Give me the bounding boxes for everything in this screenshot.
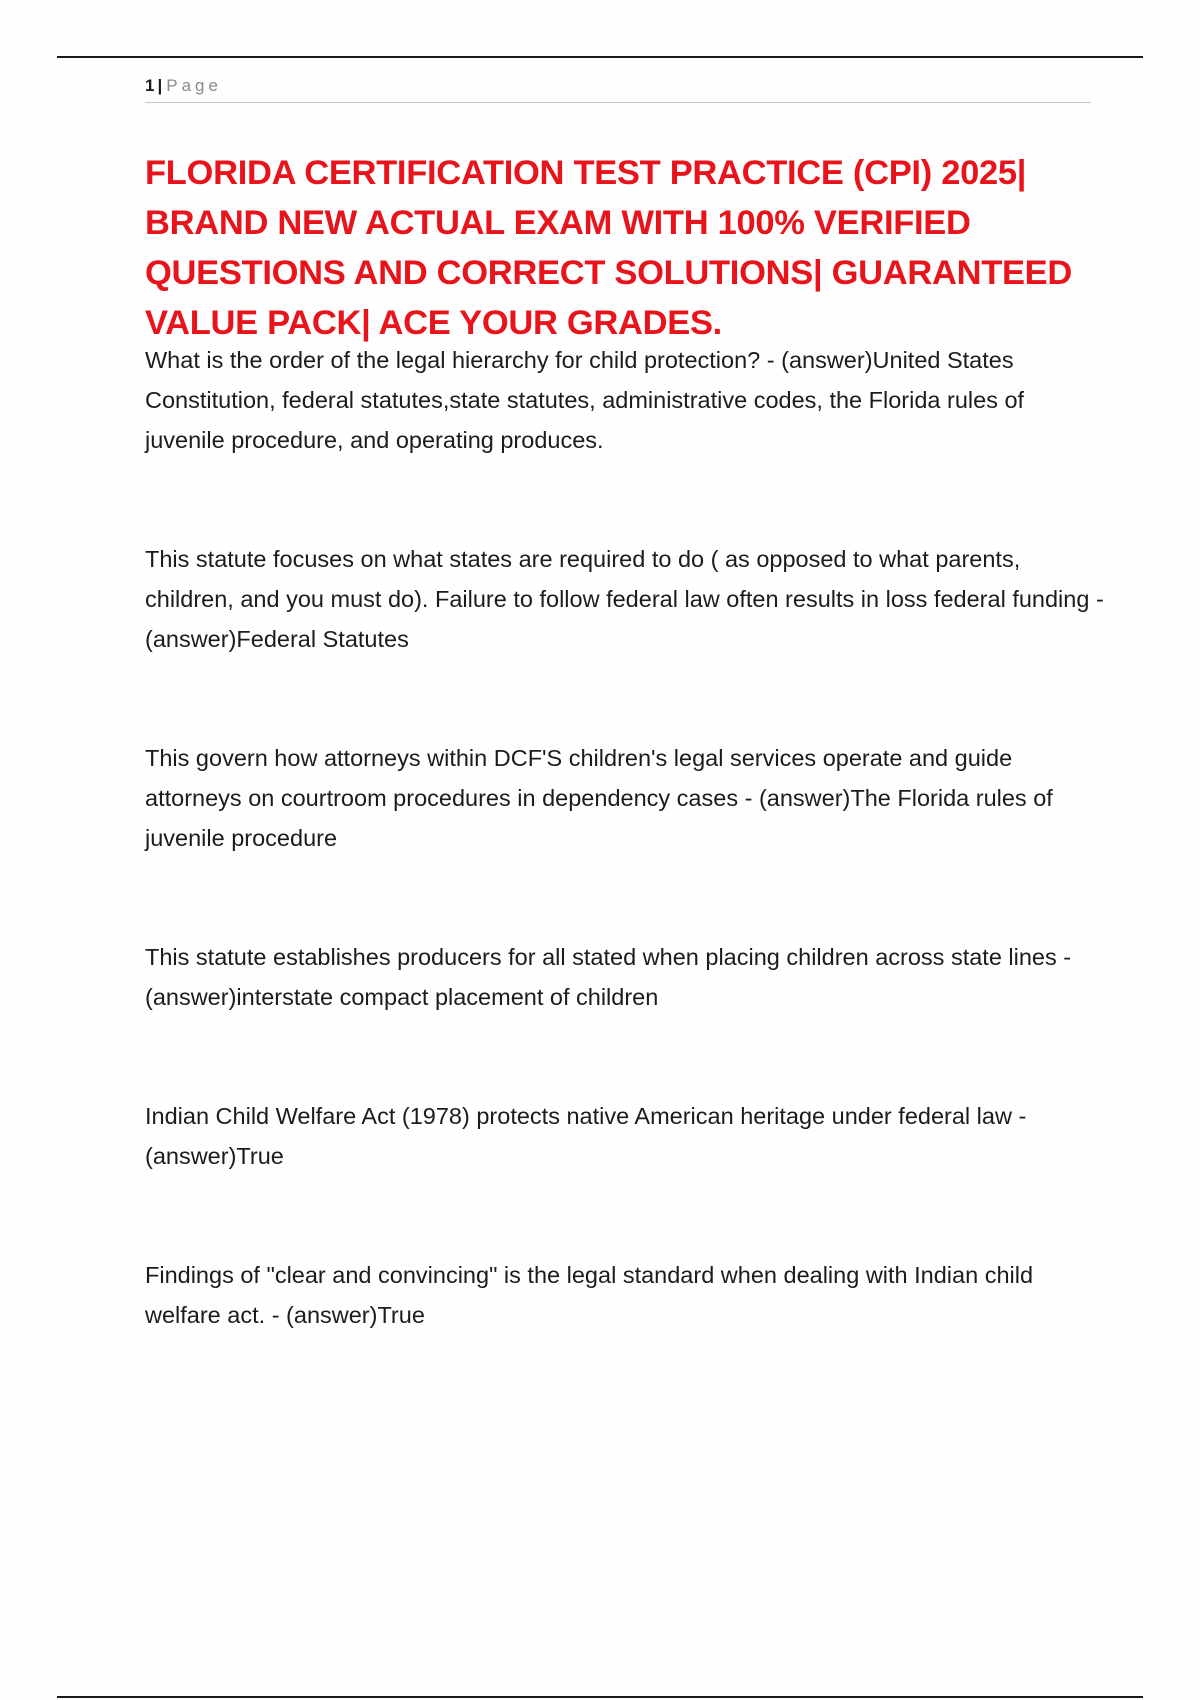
page-separator: | bbox=[157, 76, 163, 95]
document-title: FLORIDA CERTIFICATION TEST PRACTICE (CPI) 2025| BRAND NEW ACTUAL EXAM WITH 100% VERIFIED QUESTIONS AND CORRECT SOLUTIONS| GUARANTEED VALUE PACK| ACE YOUR GRADES. bbox=[145, 154, 1073, 342]
question-answer-item: This govern how attorneys within DCF'S children's legal services operate and guide attorneys on courtroom procedures in dependency cases - (answer)The Florida rules of juvenile procedure bbox=[145, 745, 1053, 851]
question-answer-item: Indian Child Welfare Act (1978) protects native American heritage under federal law - (answer)True bbox=[145, 1103, 1027, 1169]
page-number: 1 bbox=[145, 76, 155, 95]
bottom-border-rule bbox=[57, 1696, 1143, 1698]
page-label: Page bbox=[166, 76, 222, 95]
question-answer-item: This statute establishes producers for all stated when placing children across state lines - (answer)interstate compact placement of children bbox=[145, 944, 1072, 1010]
question-list bbox=[145, 340, 1105, 1335]
page-header bbox=[145, 74, 1091, 103]
question-answer-item: What is the order of the legal hierarchy for child protection? - (answer)United States Constitution, federal statutes,state statutes, administrative codes, the Florida rules of juvenile procedure, and operating produces. bbox=[145, 347, 1025, 453]
question-answer-item: Findings of "clear and convincing" is the legal standard when dealing with Indian child welfare act. - (answer)True bbox=[145, 1262, 1034, 1328]
top-border-rule bbox=[57, 56, 1143, 58]
question-answer-item: This statute focuses on what states are required to do ( as opposed to what parents, children, and you must do). Failure to follow federal law often results in loss federal funding - (answer)Federal Statutes bbox=[145, 546, 1104, 652]
